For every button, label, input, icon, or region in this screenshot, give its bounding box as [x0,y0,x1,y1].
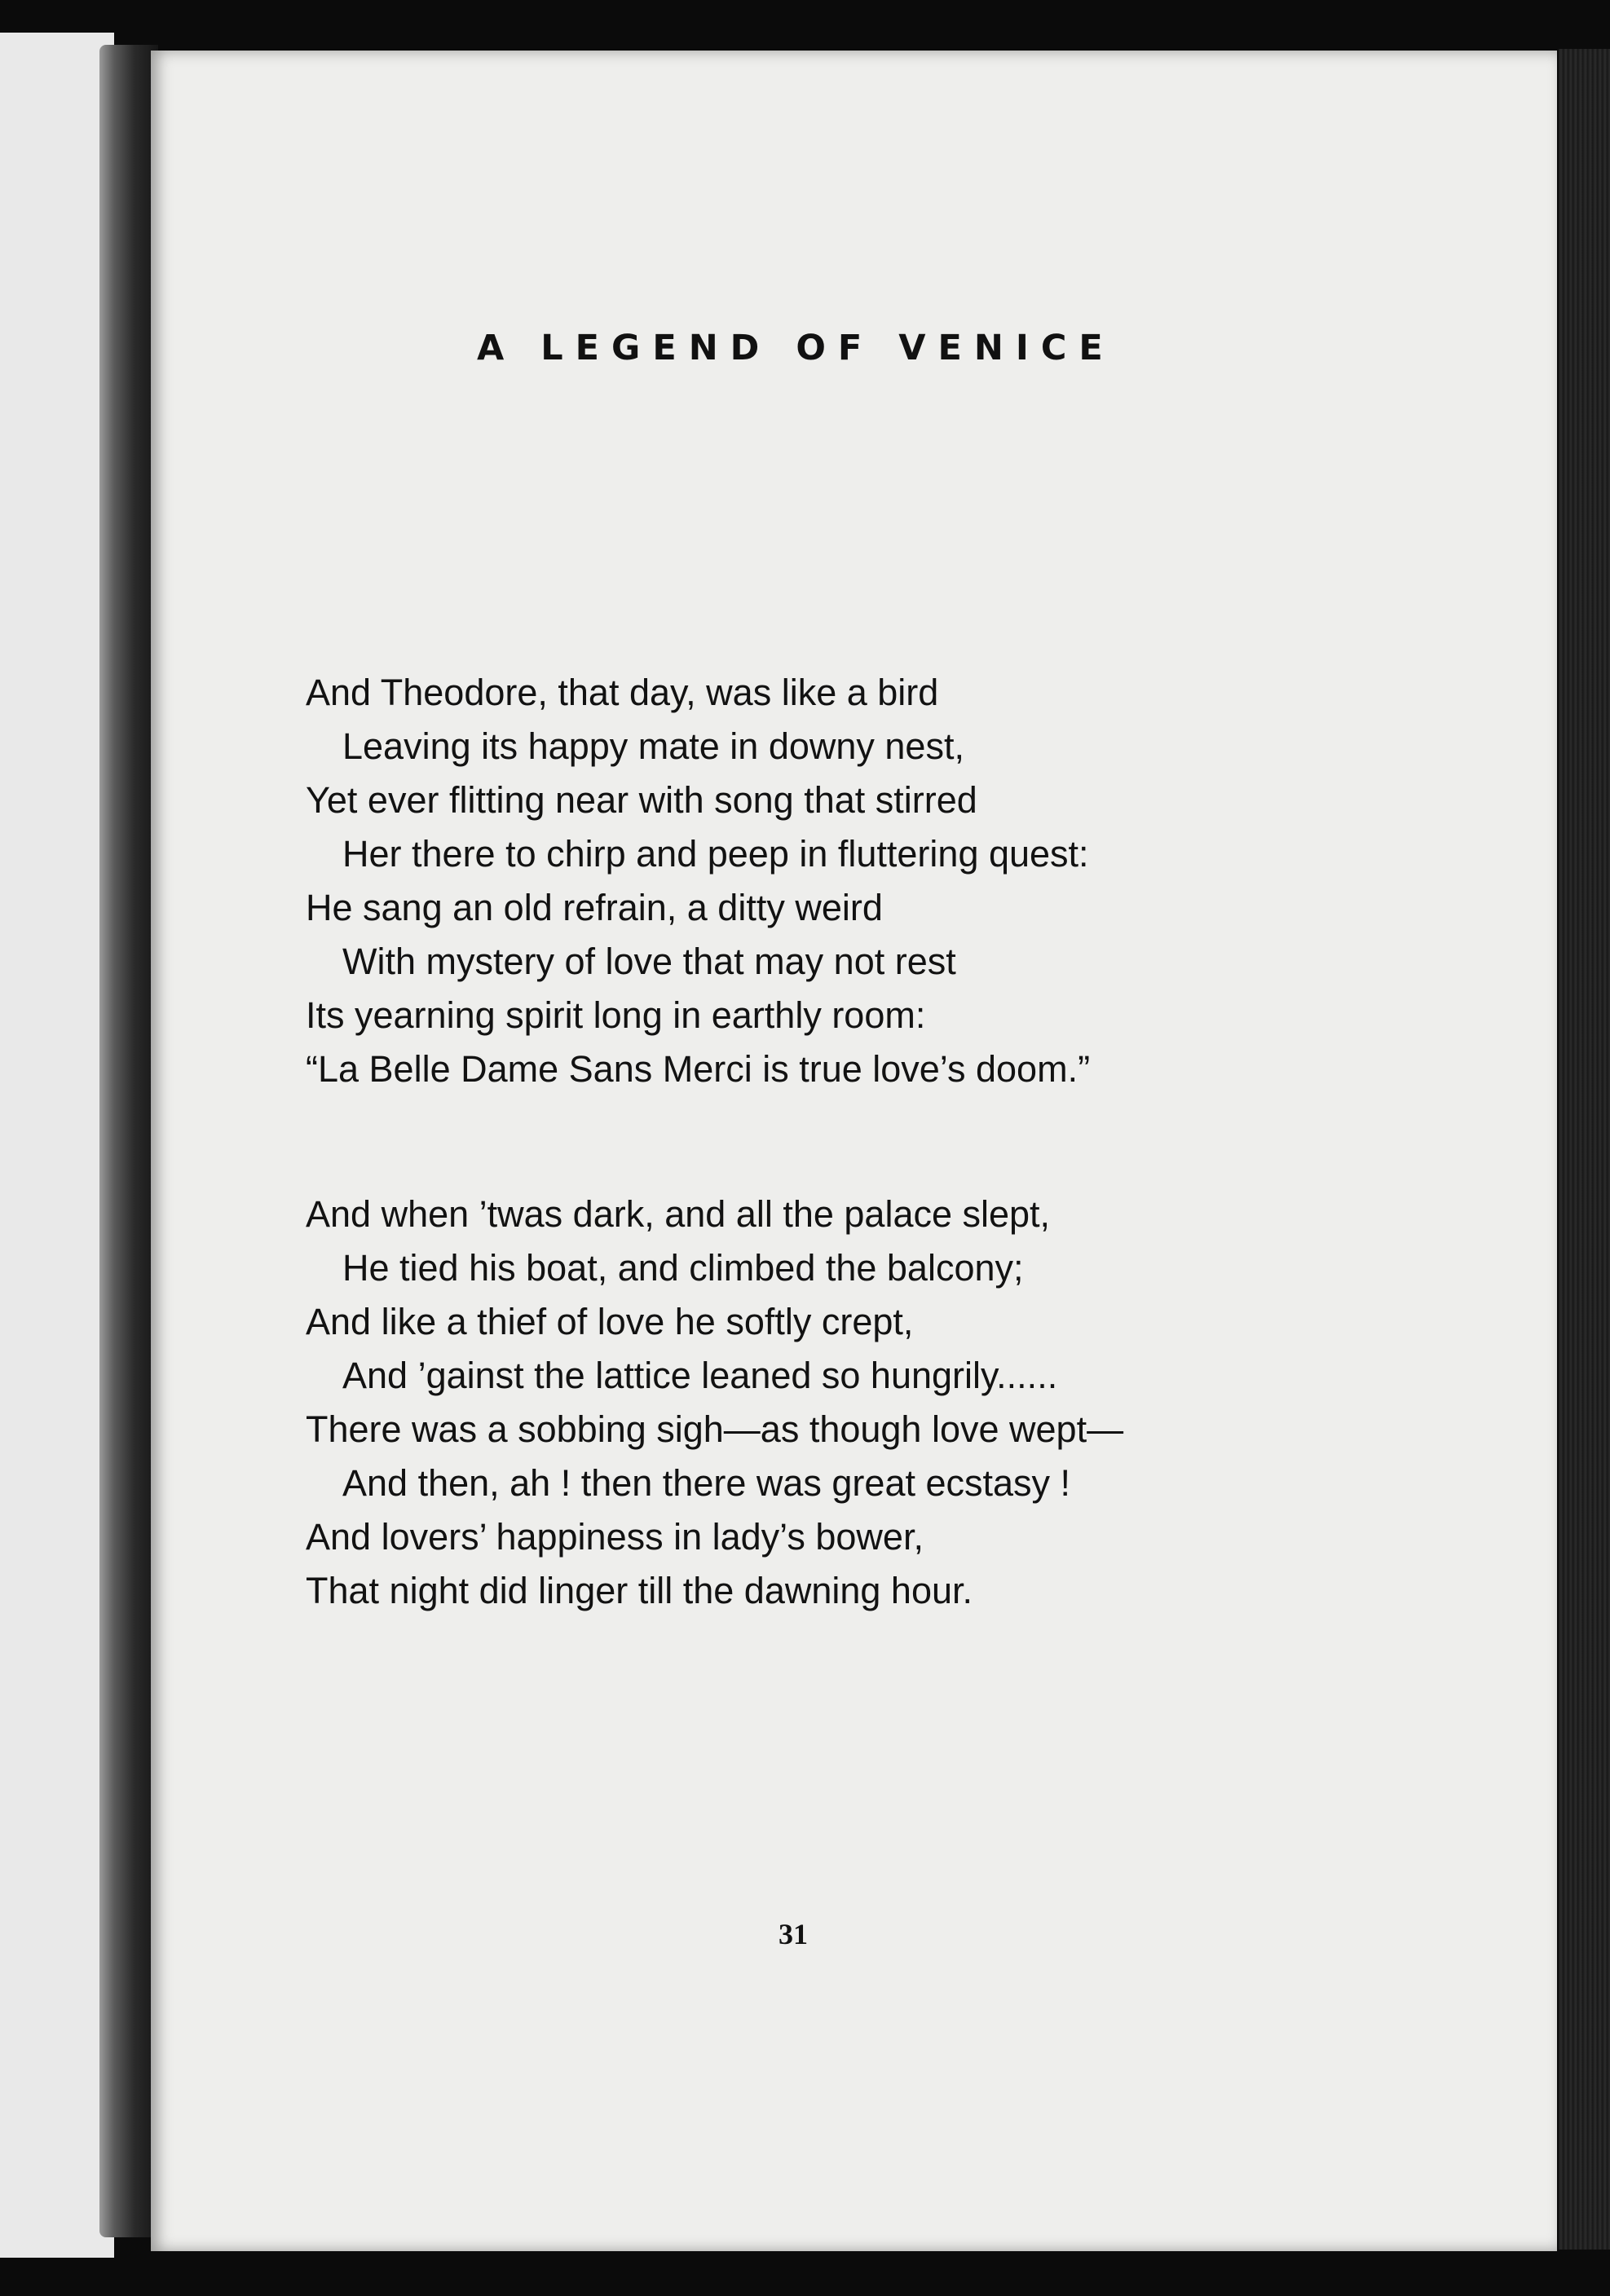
page-number: 31 [779,1918,808,1950]
verse-line: He tied his boat, and climbed the balcony; [342,1247,1024,1289]
verse-line: And then, ah ! then there was great ecstasy ! [342,1462,1071,1504]
verse-line: That night did linger till the dawning hour. [306,1570,973,1611]
verse-line: Yet ever flitting near with song that stirred [306,779,977,821]
verse-line: “La Belle Dame Sans Merci is true love’s doom.” [306,1048,1091,1090]
stanza-1 [306,666,1090,1096]
verse-line: And when ’twas dark, and all the palace slept, [306,1193,1051,1235]
page-stack-edge [1559,49,1610,2250]
verse-line: Its yearning spirit long in earthly room: [306,994,926,1036]
verse-line: And Theodore, that day, was like a bird [306,672,939,713]
verse-line: Her there to chirp and peep in fluttering quest: [342,833,1089,875]
facing-page-edge [0,33,114,2258]
verse-line: And lovers’ happiness in lady’s bower, [306,1516,924,1558]
verse-line: There was a sobbing sigh—as though love wept— [306,1408,1124,1450]
book-page [151,51,1557,2251]
book-spine-shadow [99,45,158,2237]
stanza-2 [306,1188,1123,1618]
verse-line: Leaving its happy mate in downy nest, [342,725,964,767]
verse-line: And like a thief of love he softly crept, [306,1301,914,1342]
verse-line: With mystery of love that may not rest [342,941,956,982]
verse-line: And ’gainst the lattice leaned so hungrily...... [342,1355,1058,1396]
verse-line: He sang an old refrain, a ditty weird [306,887,883,928]
poem-title: A LEGEND OF VENICE [477,328,1115,368]
